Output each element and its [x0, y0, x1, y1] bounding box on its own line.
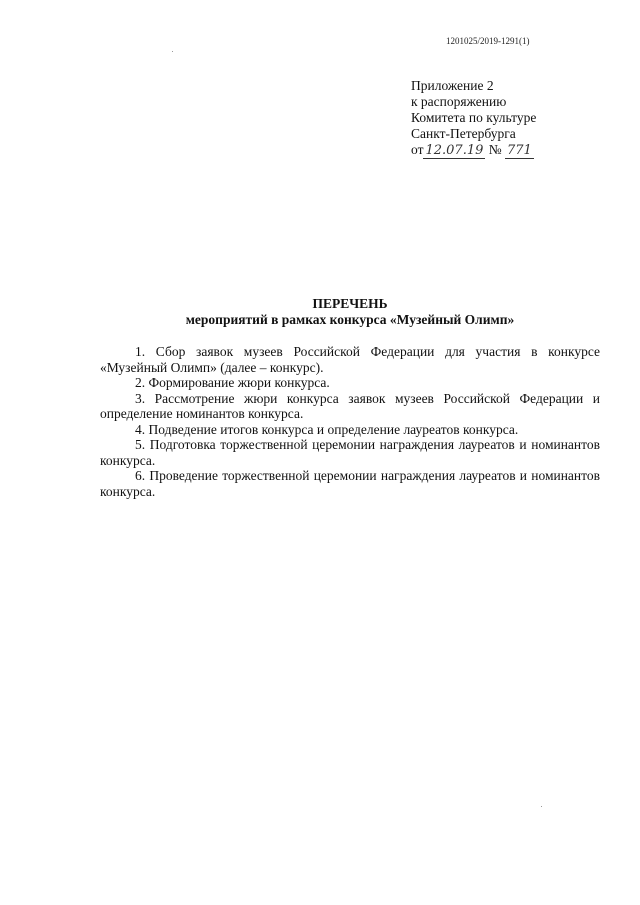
document-title-block — [100, 296, 600, 328]
appendix-line: Санкт-Петербурга — [411, 126, 516, 141]
appendix-date-line — [411, 142, 536, 159]
appendix-block — [411, 78, 536, 159]
list-item: 2. Формирование жюри конкурса. — [135, 375, 330, 390]
scan-speck — [541, 806, 542, 807]
handwritten-date: 12.07.19 — [425, 143, 484, 158]
list-item: 6. Проведение торжественной церемонии награждения лауреатов и номинантов конкурса. — [100, 468, 600, 499]
scan-speck — [172, 51, 173, 52]
list-item: 3. Рассмотрение жюри конкурса заявок музеев Российской Федерации и определение номинантов конкурса. — [100, 390, 600, 421]
appendix-line: Комитета по культуре — [411, 110, 537, 125]
list-item: 4. Подведение итогов конкурса и определение лауреатов конкурса. — [135, 421, 519, 437]
appendix-line: к распоряжению — [411, 94, 507, 109]
list-item: 5. Подготовка торжественной церемонии награждения лауреатов и номинантов конкурса. — [100, 437, 600, 468]
number-prefix: № — [488, 142, 502, 157]
document-title: ПЕРЕЧЕНЬ — [312, 296, 388, 311]
appendix-line: Приложение 2 — [411, 78, 494, 93]
list-item: 1. Сбор заявок музеев Российской Федерации для участия в конкурсе «Музейный Олимп» (далее – конкурс). — [100, 344, 600, 375]
document-subtitle: мероприятий в рамках конкурса «Музейный Олимп» — [185, 312, 515, 327]
handwritten-number: 771 — [507, 143, 532, 158]
items-list — [100, 344, 600, 499]
date-prefix: от — [411, 142, 424, 157]
registration-number: 1201025/2019-1291(1) — [446, 36, 530, 46]
